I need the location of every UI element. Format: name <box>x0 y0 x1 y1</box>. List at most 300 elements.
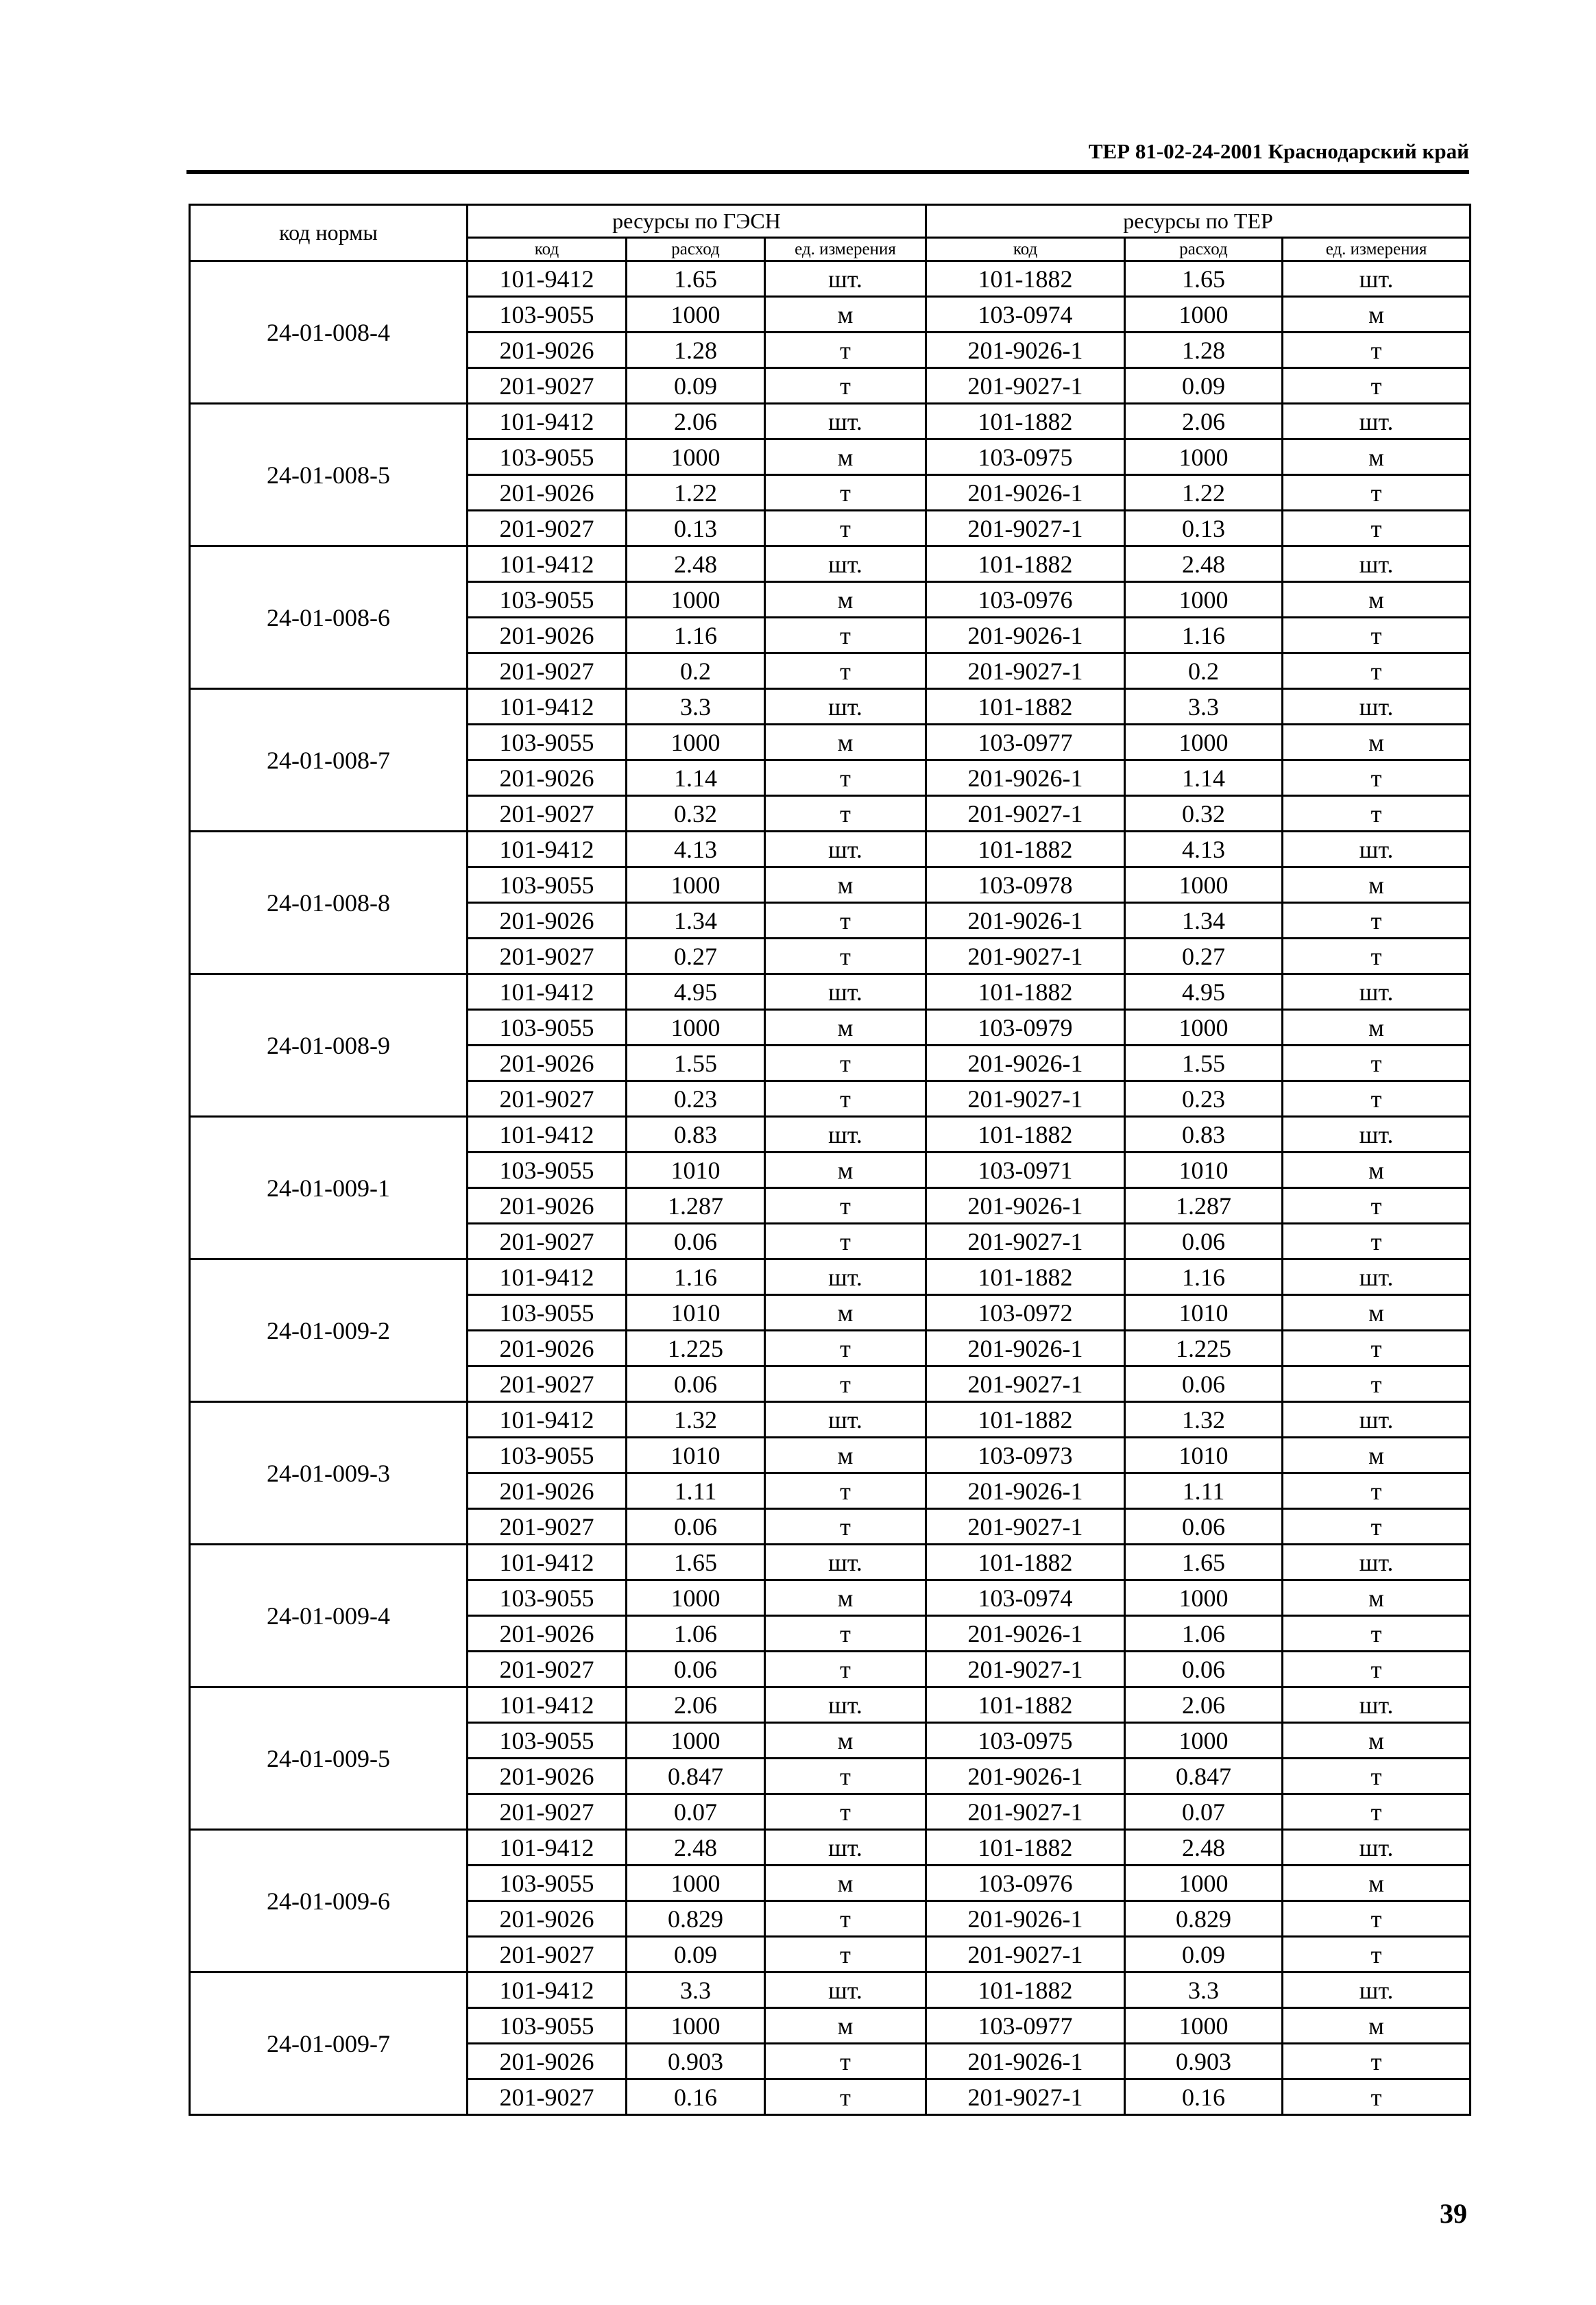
ter-unit-cell: т <box>1283 333 1471 368</box>
gesn-code-cell: 201-9027 <box>468 1081 627 1117</box>
ter-code-cell: 201-9027-1 <box>926 1224 1125 1259</box>
ter-rate-cell: 0.27 <box>1125 939 1283 974</box>
gesn-rate-cell: 1.06 <box>627 1616 765 1652</box>
table-row <box>190 1545 1471 1580</box>
gesn-rate-cell: 1.28 <box>627 333 765 368</box>
ter-unit-cell: шт. <box>1283 404 1471 439</box>
gesn-rate-cell: 1.22 <box>627 475 765 511</box>
ter-unit-cell: шт. <box>1283 1117 1471 1152</box>
gesn-rate-cell: 1.34 <box>627 903 765 939</box>
ter-code-cell: 201-9026-1 <box>926 618 1125 653</box>
ter-unit-cell: м <box>1283 1580 1471 1616</box>
page-number: 39 <box>1440 2198 1467 2229</box>
gesn-code-cell: 201-9026 <box>468 1331 627 1366</box>
gesn-code-cell: 201-9026 <box>468 1616 627 1652</box>
gesn-unit-cell: т <box>765 653 926 689</box>
gesn-unit-cell: м <box>765 1152 926 1188</box>
ter-code-cell: 103-0978 <box>926 867 1125 903</box>
col-group-gesn: ресурсы по ГЭСН <box>468 205 926 238</box>
norm-code-cell: 24-01-008-4 <box>190 261 468 404</box>
ter-code-cell: 101-1882 <box>926 1402 1125 1438</box>
gesn-code-cell: 103-9055 <box>468 582 627 618</box>
gesn-code-cell: 201-9026 <box>468 2044 627 2079</box>
ter-rate-cell: 1000 <box>1125 2008 1283 2044</box>
col-header-ter-unit: ед. измерения <box>1283 238 1471 261</box>
ter-rate-cell: 1.225 <box>1125 1331 1283 1366</box>
ter-unit-cell: т <box>1283 511 1471 546</box>
gesn-code-cell: 103-9055 <box>468 297 627 333</box>
gesn-unit-cell: т <box>765 1901 926 1937</box>
ter-rate-cell: 0.16 <box>1125 2079 1283 2115</box>
gesn-code-cell: 103-9055 <box>468 1723 627 1759</box>
ter-rate-cell: 0.07 <box>1125 1794 1283 1830</box>
ter-code-cell: 101-1882 <box>926 1545 1125 1580</box>
gesn-rate-cell: 2.48 <box>627 546 765 582</box>
ter-rate-cell: 2.06 <box>1125 1687 1283 1723</box>
gesn-unit-cell: м <box>765 1866 926 1901</box>
gesn-unit-cell: шт. <box>765 1545 926 1580</box>
ter-code-cell: 201-9026-1 <box>926 1331 1125 1366</box>
ter-unit-cell: шт. <box>1283 546 1471 582</box>
gesn-code-cell: 101-9412 <box>468 261 627 297</box>
gesn-code-cell: 103-9055 <box>468 867 627 903</box>
gesn-unit-cell: м <box>765 297 926 333</box>
gesn-rate-cell: 0.07 <box>627 1794 765 1830</box>
norm-code-cell: 24-01-009-5 <box>190 1687 468 1830</box>
gesn-code-cell: 201-9027 <box>468 1794 627 1830</box>
ter-unit-cell: шт. <box>1283 1402 1471 1438</box>
gesn-unit-cell: т <box>765 1652 926 1687</box>
gesn-rate-cell: 0.06 <box>627 1509 765 1545</box>
gesn-rate-cell: 1.55 <box>627 1046 765 1081</box>
ter-code-cell: 201-9027-1 <box>926 939 1125 974</box>
header-rule <box>186 170 1469 174</box>
ter-unit-cell: м <box>1283 2008 1471 2044</box>
gesn-code-cell: 101-9412 <box>468 1545 627 1580</box>
norm-code-cell: 24-01-008-7 <box>190 689 468 832</box>
ter-code-cell: 201-9026-1 <box>926 1473 1125 1509</box>
ter-unit-cell: шт. <box>1283 974 1471 1010</box>
ter-unit-cell: т <box>1283 1366 1471 1402</box>
gesn-code-cell: 103-9055 <box>468 1010 627 1046</box>
gesn-code-cell: 103-9055 <box>468 1438 627 1473</box>
gesn-code-cell: 201-9026 <box>468 1473 627 1509</box>
ter-unit-cell: т <box>1283 2044 1471 2079</box>
gesn-unit-cell: м <box>765 725 926 760</box>
gesn-unit-cell: т <box>765 1937 926 1972</box>
table-row <box>190 1402 1471 1438</box>
table-row <box>190 1972 1471 2008</box>
ter-unit-cell: т <box>1283 1509 1471 1545</box>
ter-unit-cell: т <box>1283 1224 1471 1259</box>
gesn-rate-cell: 1.65 <box>627 261 765 297</box>
gesn-code-cell: 201-9026 <box>468 1046 627 1081</box>
ter-rate-cell: 1.34 <box>1125 903 1283 939</box>
ter-rate-cell: 1010 <box>1125 1152 1283 1188</box>
gesn-unit-cell: т <box>765 368 926 404</box>
gesn-rate-cell: 0.06 <box>627 1224 765 1259</box>
ter-unit-cell: м <box>1283 1723 1471 1759</box>
ter-unit-cell: т <box>1283 618 1471 653</box>
gesn-unit-cell: т <box>765 1616 926 1652</box>
table-row <box>190 1830 1471 1866</box>
ter-unit-cell: т <box>1283 903 1471 939</box>
ter-unit-cell: шт. <box>1283 1830 1471 1866</box>
ter-code-cell: 101-1882 <box>926 1972 1125 2008</box>
ter-code-cell: 201-9026-1 <box>926 1901 1125 1937</box>
ter-code-cell: 201-9027-1 <box>926 1366 1125 1402</box>
ter-code-cell: 101-1882 <box>926 1687 1125 1723</box>
table-row <box>190 974 1471 1010</box>
ter-code-cell: 103-0979 <box>926 1010 1125 1046</box>
gesn-unit-cell: т <box>765 1331 926 1366</box>
col-header-gesn-code: код <box>468 238 627 261</box>
col-header-gesn-rate: расход <box>627 238 765 261</box>
ter-unit-cell: т <box>1283 1188 1471 1224</box>
gesn-code-cell: 101-9412 <box>468 1402 627 1438</box>
ter-code-cell: 101-1882 <box>926 974 1125 1010</box>
gesn-code-cell: 201-9026 <box>468 1901 627 1937</box>
ter-unit-cell: м <box>1283 1438 1471 1473</box>
ter-rate-cell: 4.13 <box>1125 832 1283 867</box>
gesn-unit-cell: т <box>765 1759 926 1794</box>
ter-unit-cell: т <box>1283 1794 1471 1830</box>
ter-code-cell: 201-9026-1 <box>926 1616 1125 1652</box>
ter-code-cell: 103-0976 <box>926 582 1125 618</box>
ter-unit-cell: шт. <box>1283 1972 1471 2008</box>
ter-code-cell: 103-0977 <box>926 725 1125 760</box>
gesn-code-cell: 103-9055 <box>468 2008 627 2044</box>
gesn-code-cell: 101-9412 <box>468 1687 627 1723</box>
gesn-unit-cell: т <box>765 333 926 368</box>
gesn-code-cell: 201-9027 <box>468 653 627 689</box>
ter-rate-cell: 1000 <box>1125 867 1283 903</box>
ter-rate-cell: 0.09 <box>1125 368 1283 404</box>
gesn-unit-cell: м <box>765 582 926 618</box>
gesn-code-cell: 101-9412 <box>468 546 627 582</box>
gesn-rate-cell: 0.09 <box>627 368 765 404</box>
gesn-unit-cell: т <box>765 903 926 939</box>
ter-code-cell: 201-9026-1 <box>926 333 1125 368</box>
ter-rate-cell: 0.06 <box>1125 1366 1283 1402</box>
gesn-code-cell: 201-9026 <box>468 618 627 653</box>
ter-rate-cell: 1.16 <box>1125 1259 1283 1295</box>
gesn-code-cell: 103-9055 <box>468 1152 627 1188</box>
gesn-unit-cell: т <box>765 796 926 832</box>
gesn-code-cell: 201-9026 <box>468 760 627 796</box>
gesn-rate-cell: 0.09 <box>627 1937 765 1972</box>
ter-rate-cell: 0.09 <box>1125 1937 1283 1972</box>
ter-code-cell: 201-9026-1 <box>926 2044 1125 2079</box>
gesn-rate-cell: 0.32 <box>627 796 765 832</box>
table-row <box>190 404 1471 439</box>
gesn-unit-cell: м <box>765 1438 926 1473</box>
gesn-unit-cell: шт. <box>765 689 926 725</box>
norm-code-cell: 24-01-008-6 <box>190 546 468 689</box>
ter-rate-cell: 1.28 <box>1125 333 1283 368</box>
ter-code-cell: 103-0972 <box>926 1295 1125 1331</box>
gesn-unit-cell: т <box>765 1794 926 1830</box>
gesn-code-cell: 101-9412 <box>468 689 627 725</box>
gesn-rate-cell: 1000 <box>627 297 765 333</box>
gesn-code-cell: 101-9412 <box>468 974 627 1010</box>
gesn-unit-cell: т <box>765 511 926 546</box>
gesn-unit-cell: т <box>765 1188 926 1224</box>
gesn-rate-cell: 1000 <box>627 1580 765 1616</box>
ter-unit-cell: т <box>1283 2079 1471 2115</box>
gesn-rate-cell: 1010 <box>627 1438 765 1473</box>
norm-code-cell: 24-01-008-5 <box>190 404 468 546</box>
gesn-unit-cell: шт. <box>765 1259 926 1295</box>
ter-rate-cell: 1.65 <box>1125 261 1283 297</box>
norm-code-cell: 24-01-009-3 <box>190 1402 468 1545</box>
gesn-rate-cell: 0.13 <box>627 511 765 546</box>
ter-rate-cell: 0.06 <box>1125 1509 1283 1545</box>
gesn-rate-cell: 2.48 <box>627 1830 765 1866</box>
gesn-code-cell: 201-9026 <box>468 903 627 939</box>
ter-unit-cell: м <box>1283 297 1471 333</box>
gesn-unit-cell: м <box>765 439 926 475</box>
ter-code-cell: 103-0971 <box>926 1152 1125 1188</box>
ter-code-cell: 201-9027-1 <box>926 1937 1125 1972</box>
ter-unit-cell: т <box>1283 1081 1471 1117</box>
gesn-unit-cell: шт. <box>765 404 926 439</box>
gesn-unit-cell: шт. <box>765 832 926 867</box>
ter-unit-cell: т <box>1283 1473 1471 1509</box>
norm-code-cell: 24-01-008-9 <box>190 974 468 1117</box>
ter-unit-cell: т <box>1283 1937 1471 1972</box>
ter-unit-cell: т <box>1283 1901 1471 1937</box>
gesn-unit-cell: т <box>765 1046 926 1081</box>
gesn-rate-cell: 0.847 <box>627 1759 765 1794</box>
norm-code-cell: 24-01-008-8 <box>190 832 468 974</box>
ter-rate-cell: 1.14 <box>1125 760 1283 796</box>
gesn-code-cell: 201-9027 <box>468 1509 627 1545</box>
ter-unit-cell: м <box>1283 439 1471 475</box>
gesn-unit-cell: т <box>765 939 926 974</box>
ter-rate-cell: 0.83 <box>1125 1117 1283 1152</box>
document-header-title: ТЕР 81-02-24-2001 Краснодарский край <box>1088 139 1469 163</box>
ter-rate-cell: 0.2 <box>1125 653 1283 689</box>
table-body <box>190 261 1471 2115</box>
ter-code-cell: 201-9026-1 <box>926 1046 1125 1081</box>
gesn-unit-cell: т <box>765 1366 926 1402</box>
ter-rate-cell: 1000 <box>1125 1580 1283 1616</box>
ter-rate-cell: 1000 <box>1125 439 1283 475</box>
gesn-code-cell: 103-9055 <box>468 439 627 475</box>
gesn-unit-cell: шт. <box>765 261 926 297</box>
gesn-unit-cell: т <box>765 1473 926 1509</box>
ter-rate-cell: 2.48 <box>1125 546 1283 582</box>
ter-unit-cell: м <box>1283 1010 1471 1046</box>
ter-rate-cell: 0.06 <box>1125 1652 1283 1687</box>
col-header-ter-rate: расход <box>1125 238 1283 261</box>
gesn-code-cell: 201-9027 <box>468 1937 627 1972</box>
ter-unit-cell: шт. <box>1283 1259 1471 1295</box>
gesn-code-cell: 103-9055 <box>468 1866 627 1901</box>
gesn-code-cell: 103-9055 <box>468 1580 627 1616</box>
gesn-rate-cell: 1.225 <box>627 1331 765 1366</box>
gesn-code-cell: 101-9412 <box>468 1830 627 1866</box>
gesn-unit-cell: м <box>765 1295 926 1331</box>
ter-code-cell: 201-9027-1 <box>926 1081 1125 1117</box>
ter-code-cell: 101-1882 <box>926 404 1125 439</box>
gesn-rate-cell: 1000 <box>627 725 765 760</box>
gesn-code-cell: 103-9055 <box>468 1295 627 1331</box>
gesn-unit-cell: шт. <box>765 1687 926 1723</box>
ter-unit-cell: т <box>1283 475 1471 511</box>
ter-rate-cell: 1000 <box>1125 297 1283 333</box>
gesn-code-cell: 201-9027 <box>468 796 627 832</box>
ter-rate-cell: 0.829 <box>1125 1901 1283 1937</box>
gesn-unit-cell: т <box>765 2079 926 2115</box>
ter-code-cell: 103-0975 <box>926 1723 1125 1759</box>
gesn-rate-cell: 1000 <box>627 1010 765 1046</box>
ter-code-cell: 103-0976 <box>926 1866 1125 1901</box>
gesn-unit-cell: т <box>765 618 926 653</box>
gesn-code-cell: 201-9027 <box>468 368 627 404</box>
gesn-code-cell: 201-9027 <box>468 939 627 974</box>
ter-rate-cell: 1000 <box>1125 1010 1283 1046</box>
gesn-rate-cell: 1000 <box>627 439 765 475</box>
gesn-rate-cell: 1000 <box>627 582 765 618</box>
ter-code-cell: 201-9027-1 <box>926 1652 1125 1687</box>
ter-rate-cell: 0.13 <box>1125 511 1283 546</box>
ter-code-cell: 101-1882 <box>926 689 1125 725</box>
gesn-rate-cell: 1.65 <box>627 1545 765 1580</box>
ter-unit-cell: м <box>1283 582 1471 618</box>
gesn-rate-cell: 0.27 <box>627 939 765 974</box>
ter-unit-cell: м <box>1283 867 1471 903</box>
table-row <box>190 1259 1471 1295</box>
ter-rate-cell: 0.903 <box>1125 2044 1283 2079</box>
gesn-rate-cell: 1000 <box>627 2008 765 2044</box>
gesn-rate-cell: 4.13 <box>627 832 765 867</box>
ter-unit-cell: т <box>1283 1331 1471 1366</box>
gesn-code-cell: 201-9026 <box>468 333 627 368</box>
gesn-code-cell: 101-9412 <box>468 832 627 867</box>
ter-unit-cell: шт. <box>1283 261 1471 297</box>
ter-unit-cell: т <box>1283 653 1471 689</box>
gesn-unit-cell: шт. <box>765 1117 926 1152</box>
ter-unit-cell: т <box>1283 1616 1471 1652</box>
ter-rate-cell: 1.11 <box>1125 1473 1283 1509</box>
gesn-unit-cell: т <box>765 1509 926 1545</box>
ter-unit-cell: шт. <box>1283 1545 1471 1580</box>
gesn-code-cell: 101-9412 <box>468 1972 627 2008</box>
gesn-rate-cell: 1.11 <box>627 1473 765 1509</box>
gesn-rate-cell: 1000 <box>627 1866 765 1901</box>
table-row <box>190 546 1471 582</box>
gesn-rate-cell: 0.829 <box>627 1901 765 1937</box>
ter-unit-cell: т <box>1283 760 1471 796</box>
ter-rate-cell: 4.95 <box>1125 974 1283 1010</box>
gesn-unit-cell: м <box>765 1010 926 1046</box>
gesn-rate-cell: 0.23 <box>627 1081 765 1117</box>
gesn-code-cell: 101-9412 <box>468 404 627 439</box>
gesn-rate-cell: 1.16 <box>627 1259 765 1295</box>
gesn-rate-cell: 1010 <box>627 1295 765 1331</box>
ter-rate-cell: 0.847 <box>1125 1759 1283 1794</box>
ter-unit-cell: м <box>1283 1152 1471 1188</box>
gesn-rate-cell: 0.903 <box>627 2044 765 2079</box>
gesn-unit-cell: шт. <box>765 546 926 582</box>
norm-code-cell: 24-01-009-2 <box>190 1259 468 1402</box>
gesn-code-cell: 201-9027 <box>468 1652 627 1687</box>
gesn-code-cell: 201-9026 <box>468 1188 627 1224</box>
ter-code-cell: 103-0977 <box>926 2008 1125 2044</box>
gesn-code-cell: 101-9412 <box>468 1117 627 1152</box>
ter-rate-cell: 1.16 <box>1125 618 1283 653</box>
ter-rate-cell: 0.06 <box>1125 1224 1283 1259</box>
ter-code-cell: 201-9027-1 <box>926 511 1125 546</box>
ter-unit-cell: шт. <box>1283 689 1471 725</box>
gesn-rate-cell: 4.95 <box>627 974 765 1010</box>
gesn-code-cell: 101-9412 <box>468 1259 627 1295</box>
ter-unit-cell: т <box>1283 796 1471 832</box>
ter-unit-cell: т <box>1283 1759 1471 1794</box>
ter-code-cell: 201-9027-1 <box>926 1794 1125 1830</box>
gesn-code-cell: 201-9027 <box>468 511 627 546</box>
gesn-rate-cell: 0.16 <box>627 2079 765 2115</box>
ter-rate-cell: 3.3 <box>1125 1972 1283 2008</box>
ter-code-cell: 103-0973 <box>926 1438 1125 1473</box>
gesn-rate-cell: 3.3 <box>627 689 765 725</box>
ter-unit-cell: м <box>1283 1866 1471 1901</box>
table-row <box>190 832 1471 867</box>
ter-code-cell: 103-0974 <box>926 1580 1125 1616</box>
gesn-code-cell: 201-9026 <box>468 1759 627 1794</box>
norm-code-cell: 24-01-009-7 <box>190 1972 468 2115</box>
ter-code-cell: 101-1882 <box>926 1117 1125 1152</box>
gesn-rate-cell: 1.287 <box>627 1188 765 1224</box>
gesn-rate-cell: 0.06 <box>627 1366 765 1402</box>
ter-code-cell: 201-9026-1 <box>926 475 1125 511</box>
gesn-unit-cell: т <box>765 1224 926 1259</box>
gesn-rate-cell: 2.06 <box>627 404 765 439</box>
ter-code-cell: 201-9026-1 <box>926 1188 1125 1224</box>
norm-code-cell: 24-01-009-4 <box>190 1545 468 1687</box>
norm-code-cell: 24-01-009-1 <box>190 1117 468 1259</box>
ter-unit-cell: т <box>1283 368 1471 404</box>
resources-table <box>189 204 1471 2116</box>
gesn-rate-cell: 1000 <box>627 1723 765 1759</box>
ter-rate-cell: 3.3 <box>1125 689 1283 725</box>
gesn-unit-cell: т <box>765 2044 926 2079</box>
ter-rate-cell: 1000 <box>1125 1723 1283 1759</box>
col-header-gesn-unit: ед. измерения <box>765 238 926 261</box>
col-header-norm-code: код нормы <box>190 205 468 261</box>
gesn-rate-cell: 1.16 <box>627 618 765 653</box>
gesn-unit-cell: м <box>765 2008 926 2044</box>
gesn-unit-cell: шт. <box>765 1972 926 2008</box>
gesn-unit-cell: шт. <box>765 1830 926 1866</box>
ter-rate-cell: 0.23 <box>1125 1081 1283 1117</box>
ter-unit-cell: т <box>1283 1652 1471 1687</box>
ter-rate-cell: 1.65 <box>1125 1545 1283 1580</box>
ter-rate-cell: 1.32 <box>1125 1402 1283 1438</box>
table-row <box>190 261 1471 297</box>
gesn-unit-cell: м <box>765 867 926 903</box>
gesn-unit-cell: шт. <box>765 974 926 1010</box>
norm-code-cell: 24-01-009-6 <box>190 1830 468 1972</box>
ter-code-cell: 101-1882 <box>926 1830 1125 1866</box>
gesn-code-cell: 201-9027 <box>468 1224 627 1259</box>
gesn-code-cell: 201-9027 <box>468 2079 627 2115</box>
ter-rate-cell: 1010 <box>1125 1295 1283 1331</box>
gesn-rate-cell: 3.3 <box>627 1972 765 2008</box>
ter-unit-cell: шт. <box>1283 832 1471 867</box>
